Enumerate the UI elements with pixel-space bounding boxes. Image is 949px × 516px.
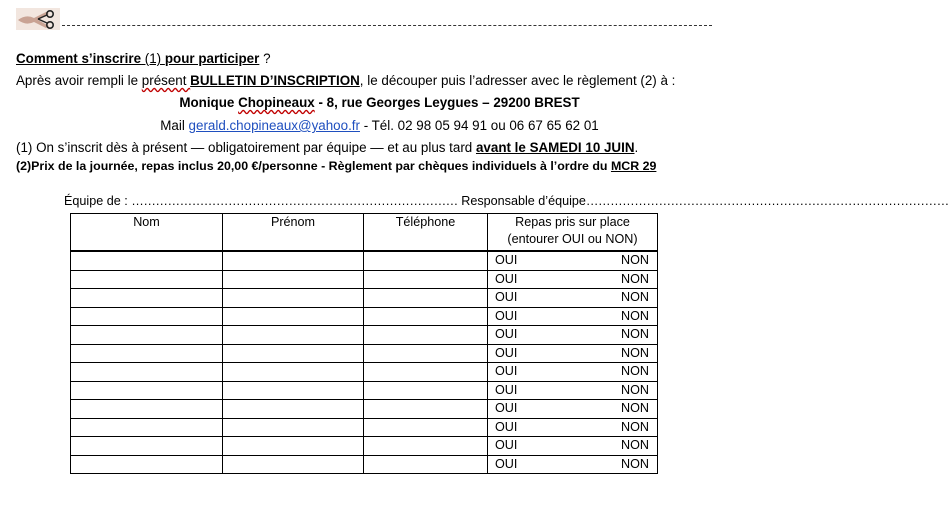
- telephone-cell[interactable]: [364, 251, 488, 270]
- telephone-cell[interactable]: [364, 400, 488, 419]
- column-header-repas: Repas pris sur place (entourer OUI ou NON): [488, 214, 658, 252]
- telephone-cell[interactable]: [364, 326, 488, 345]
- repas-cell: [488, 270, 658, 289]
- nom-cell[interactable]: [71, 400, 223, 419]
- team-leader-field[interactable]: ………………………………………………………………………………: [585, 194, 949, 208]
- oui-option[interactable]: OUI: [495, 438, 518, 453]
- non-option[interactable]: NON: [621, 419, 649, 434]
- non-option[interactable]: NON: [621, 327, 649, 342]
- telephone-cell[interactable]: [364, 270, 488, 289]
- telephone-cell[interactable]: [364, 437, 488, 456]
- non-option[interactable]: NON: [621, 401, 649, 416]
- repas-cell: [488, 363, 658, 382]
- prenom-cell[interactable]: [223, 455, 364, 474]
- contact-line: Mail gerald.chopineaux@yahoo.fr - Tél. 02 98 05 94 91 ou 06 67 65 62 01: [160, 118, 599, 133]
- table-row: [71, 270, 658, 289]
- table-row: [71, 344, 658, 363]
- oui-option[interactable]: OUI: [495, 419, 518, 434]
- prenom-cell[interactable]: [223, 344, 364, 363]
- nom-cell[interactable]: [71, 381, 223, 400]
- nom-cell[interactable]: [71, 289, 223, 308]
- table-row: [71, 307, 658, 326]
- oui-option[interactable]: OUI: [495, 382, 518, 397]
- non-option[interactable]: NON: [621, 438, 649, 453]
- telephone-cell[interactable]: [364, 344, 488, 363]
- nom-cell[interactable]: [71, 437, 223, 456]
- telephone-cell[interactable]: [364, 307, 488, 326]
- non-option[interactable]: NON: [621, 364, 649, 379]
- note-2: (2)Prix de la journée, repas inclus 20,00 €/personne - Règlement par chèques individuels à l’ordre du MCR 29: [16, 159, 657, 173]
- nom-cell[interactable]: [71, 307, 223, 326]
- prenom-cell[interactable]: [223, 270, 364, 289]
- heading: Comment s’inscrire (1) pour participer ?: [16, 51, 271, 66]
- telephone-cell[interactable]: [364, 381, 488, 400]
- note-1: (1) On s’inscrit dès à présent — obligatoirement par équipe — et au plus tard avant le SAMEDI 10 JUIN.: [16, 140, 639, 155]
- repas-cell: [488, 251, 658, 270]
- address-line: Monique Chopineaux - 8, rue Georges Leygues – 29200 BREST: [179, 95, 580, 110]
- dashed-cut-line: [62, 25, 712, 26]
- cut-line: [16, 8, 712, 32]
- oui-option[interactable]: OUI: [495, 308, 518, 323]
- prenom-cell[interactable]: [223, 326, 364, 345]
- repas-cell: [488, 289, 658, 308]
- email-link[interactable]: gerald.chopineaux@yahoo.fr: [188, 118, 360, 133]
- table-row: [71, 455, 658, 474]
- non-option[interactable]: NON: [621, 382, 649, 397]
- telephone-cell[interactable]: [364, 418, 488, 437]
- non-option[interactable]: NON: [621, 290, 649, 305]
- oui-option[interactable]: OUI: [495, 345, 518, 360]
- repas-cell: [488, 326, 658, 345]
- registration-table: [70, 213, 658, 474]
- non-option[interactable]: NON: [621, 308, 649, 323]
- nom-cell[interactable]: [71, 363, 223, 382]
- table-row: [71, 381, 658, 400]
- table-row: [71, 289, 658, 308]
- prenom-cell[interactable]: [223, 381, 364, 400]
- nom-cell[interactable]: [71, 251, 223, 270]
- column-header-telephone: Téléphone: [364, 214, 488, 252]
- nom-cell[interactable]: [71, 344, 223, 363]
- oui-option[interactable]: OUI: [495, 271, 518, 286]
- prenom-cell[interactable]: [223, 307, 364, 326]
- nom-cell[interactable]: [71, 270, 223, 289]
- oui-option[interactable]: OUI: [495, 401, 518, 416]
- nom-cell[interactable]: [71, 418, 223, 437]
- telephone-cell[interactable]: [364, 289, 488, 308]
- oui-option[interactable]: OUI: [495, 364, 518, 379]
- prenom-cell[interactable]: [223, 437, 364, 456]
- repas-cell: [488, 381, 658, 400]
- oui-option[interactable]: OUI: [495, 327, 518, 342]
- table-row: [71, 418, 658, 437]
- repas-cell: [488, 437, 658, 456]
- repas-cell: [488, 344, 658, 363]
- telephone-cell[interactable]: [364, 363, 488, 382]
- telephone-cell[interactable]: [364, 455, 488, 474]
- prenom-cell[interactable]: [223, 251, 364, 270]
- team-line: Équipe de : ……………………………………………………………………… Responsable d’équipe………………………………………………………………………………: [64, 194, 949, 208]
- table-row: [71, 326, 658, 345]
- oui-option[interactable]: OUI: [495, 253, 518, 268]
- column-header-nom: Nom: [71, 214, 223, 252]
- column-header-prenom: Prénom: [223, 214, 364, 252]
- table-row: [71, 437, 658, 456]
- nom-cell[interactable]: [71, 326, 223, 345]
- table-row: [71, 400, 658, 419]
- non-option[interactable]: NON: [621, 271, 649, 286]
- repas-cell: [488, 400, 658, 419]
- non-option[interactable]: NON: [621, 456, 649, 471]
- table-header-row: [71, 214, 658, 252]
- repas-cell: [488, 307, 658, 326]
- team-name-field[interactable]: ………………………………………………………………………: [131, 194, 458, 208]
- non-option[interactable]: NON: [621, 345, 649, 360]
- oui-option[interactable]: OUI: [495, 290, 518, 305]
- oui-option[interactable]: OUI: [495, 456, 518, 471]
- prenom-cell[interactable]: [223, 363, 364, 382]
- scissors-icon: [16, 8, 60, 30]
- non-option[interactable]: NON: [621, 253, 649, 268]
- nom-cell[interactable]: [71, 455, 223, 474]
- table-row: [71, 251, 658, 270]
- repas-cell: [488, 455, 658, 474]
- repas-cell: [488, 418, 658, 437]
- prenom-cell[interactable]: [223, 400, 364, 419]
- prenom-cell[interactable]: [223, 289, 364, 308]
- prenom-cell[interactable]: [223, 418, 364, 437]
- table-row: [71, 363, 658, 382]
- instructions-line: Après avoir rempli le présent BULLETIN D’INSCRIPTION, le découper puis l’adresser avec le règlement (2) à :: [16, 73, 676, 88]
